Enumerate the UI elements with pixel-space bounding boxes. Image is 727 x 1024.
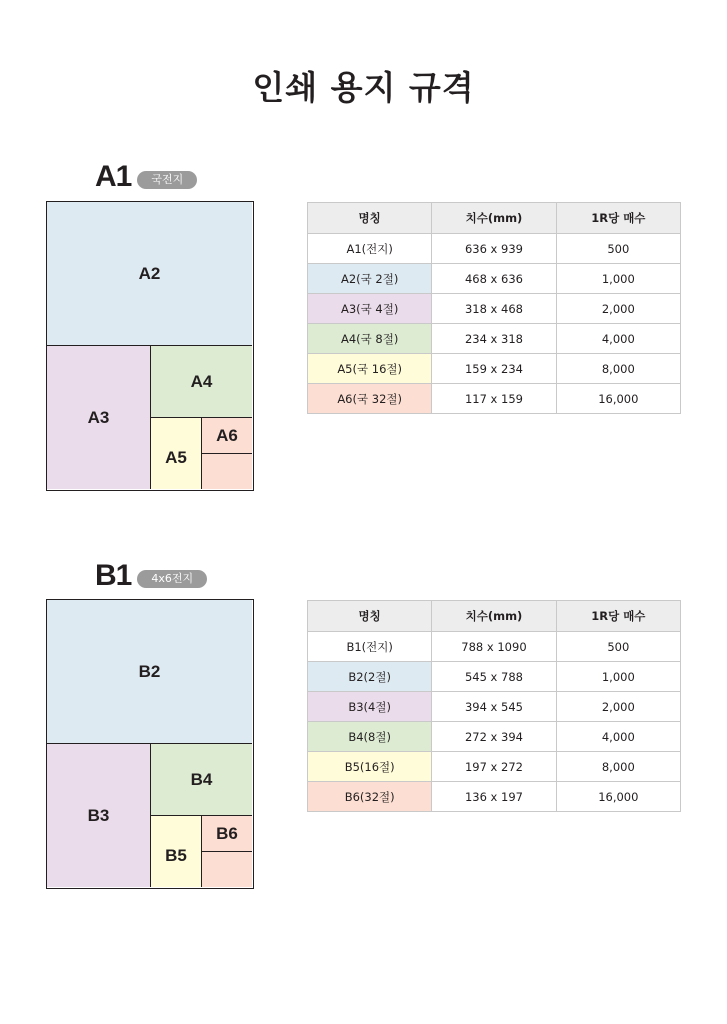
column-header: 1R당 매수	[556, 601, 680, 632]
table-header-row	[308, 601, 681, 632]
table-row	[308, 384, 681, 414]
dimension-cell: 117 x 159	[432, 384, 556, 414]
dimension-cell: 394 x 545	[432, 692, 556, 722]
table-row	[308, 752, 681, 782]
paper-name-cell: B5(16절)	[308, 752, 432, 782]
diagram-cell-a7	[202, 454, 252, 489]
dimension-cell: 318 x 468	[432, 294, 556, 324]
table-row	[308, 662, 681, 692]
series-badge-b: 4x6전지	[137, 570, 207, 588]
page-title: 인쇄 용지 규격	[252, 68, 475, 107]
paper-name-cell: A2(국 2절)	[308, 264, 432, 294]
paper-name-cell: A4(국 8절)	[308, 324, 432, 354]
diagram-cell-b7	[202, 852, 252, 887]
diagram-cell-b3: B3	[47, 744, 151, 887]
paper-name-cell: A5(국 16절)	[308, 354, 432, 384]
dimension-cell: 159 x 234	[432, 354, 556, 384]
table-row	[308, 324, 681, 354]
spec-table-b	[307, 600, 681, 812]
dimension-cell: 136 x 197	[432, 782, 556, 812]
column-header: 명칭	[308, 601, 432, 632]
diagram-cell-b2: B2	[47, 600, 252, 744]
diagram-cell-a3: A3	[47, 346, 151, 489]
column-header: 1R당 매수	[556, 203, 680, 234]
dimension-cell: 636 x 939	[432, 234, 556, 264]
table-row	[308, 632, 681, 662]
dimension-cell: 788 x 1090	[432, 632, 556, 662]
sheets-per-ream-cell: 8,000	[556, 752, 680, 782]
column-header: 치수(mm)	[432, 601, 556, 632]
paper-name-cell: B1(전지)	[308, 632, 432, 662]
table-row	[308, 234, 681, 264]
paper-division-diagram-a	[46, 201, 254, 491]
table-header-row	[308, 203, 681, 234]
paper-name-cell: A1(전지)	[308, 234, 432, 264]
section-a-heading	[95, 162, 197, 192]
diagram-label-a5: A5	[165, 447, 187, 467]
sheets-per-ream-cell: 16,000	[556, 384, 680, 414]
diagram-cell-b4: B4	[151, 744, 252, 816]
paper-name-cell: A6(국 32절)	[308, 384, 432, 414]
dimension-cell: 234 x 318	[432, 324, 556, 354]
spec-table-a	[307, 202, 681, 414]
paper-name-cell: B3(4절)	[308, 692, 432, 722]
diagram-cell-b5	[151, 816, 202, 887]
diagram-cell-b6: B6	[202, 816, 252, 852]
dimension-cell: 545 x 788	[432, 662, 556, 692]
table-row	[308, 692, 681, 722]
series-label-a: A1	[95, 160, 132, 193]
diagram-cell-a4: A4	[151, 346, 252, 418]
sheets-per-ream-cell: 4,000	[556, 324, 680, 354]
dimension-cell: 197 x 272	[432, 752, 556, 782]
paper-name-cell: B4(8절)	[308, 722, 432, 752]
sheets-per-ream-cell: 4,000	[556, 722, 680, 752]
diagram-cell-a5	[151, 418, 202, 489]
paper-name-cell: B6(32절)	[308, 782, 432, 812]
sheets-per-ream-cell: 1,000	[556, 662, 680, 692]
dimension-cell: 272 x 394	[432, 722, 556, 752]
table-row	[308, 294, 681, 324]
sheets-per-ream-cell: 8,000	[556, 354, 680, 384]
diagram-label-b5: B5	[165, 845, 187, 865]
table-row	[308, 782, 681, 812]
paper-name-cell: A3(국 4절)	[308, 294, 432, 324]
column-header: 치수(mm)	[432, 203, 556, 234]
table-row	[308, 264, 681, 294]
sheets-per-ream-cell: 500	[556, 234, 680, 264]
table-row	[308, 354, 681, 384]
series-label-b: B1	[95, 559, 132, 592]
sheets-per-ream-cell: 2,000	[556, 294, 680, 324]
column-header: 명칭	[308, 203, 432, 234]
paper-name-cell: B2(2절)	[308, 662, 432, 692]
paper-division-diagram-b	[46, 599, 254, 889]
sheets-per-ream-cell: 16,000	[556, 782, 680, 812]
table-row	[308, 722, 681, 752]
diagram-cell-a2: A2	[47, 202, 252, 346]
sheets-per-ream-cell: 2,000	[556, 692, 680, 722]
section-b-heading	[95, 561, 207, 591]
sheets-per-ream-cell: 500	[556, 632, 680, 662]
dimension-cell: 468 x 636	[432, 264, 556, 294]
series-badge-a: 국전지	[137, 171, 197, 189]
diagram-cell-a6: A6	[202, 418, 252, 454]
sheets-per-ream-cell: 1,000	[556, 264, 680, 294]
